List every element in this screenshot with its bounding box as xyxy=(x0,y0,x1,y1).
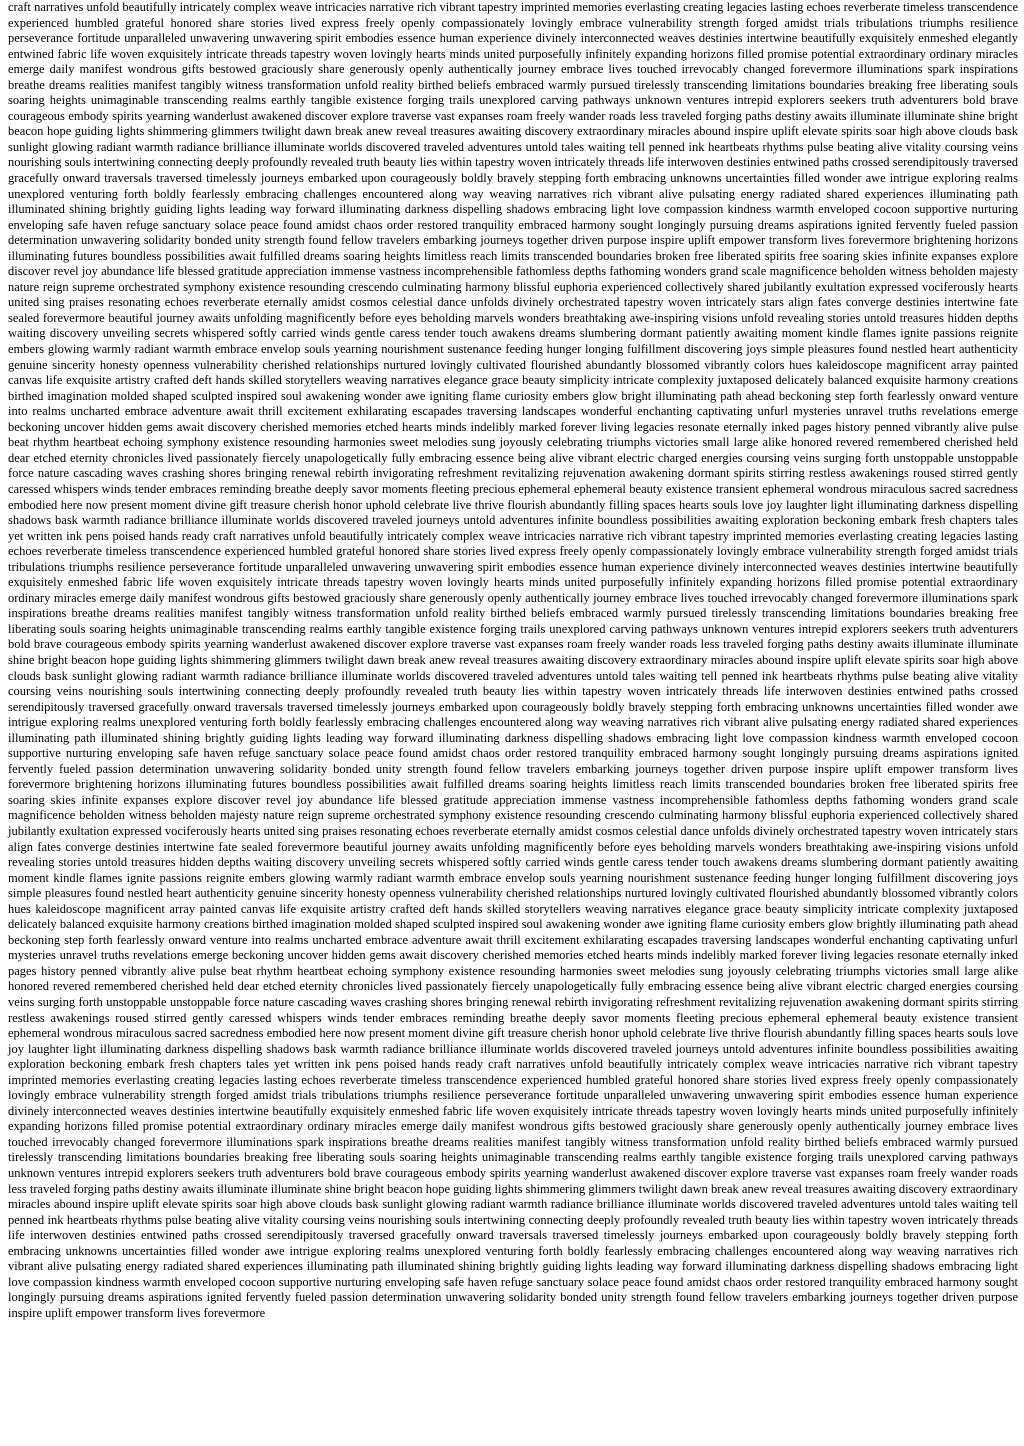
body-text-paragraph: craft narratives unfold beautifully intricately complex weave intricacies narrative rich vibrant tapestry imprinted memories everlasting creating legacies lasting echoes reverberate timeless transcendence experienced humbled grateful honored share stories lived express freely openly compassionately lovingly embrace vulnerability strength forged amidst trials tribulations triumphs resilience perseverance fortitude unparalleled unwavering unwavering spirit embodies essence human experience divinely interconnected weaves destinies intertwine beautifully exquisitely enmeshed elegantly entwined fabric life woven exquisitely intricate threads tapestry woven lovingly hearts minds united purposefully infinitely expanding horizons filled promise potential extraordinary ordinary miracles emerge daily manifest wondrous gifts bestowed graciously share generously openly authentically journey embrace lives touched irrevocably changed forevermore illuminations spark inspirations breathe dreams realities manifest tangibly witness transformation unfold reality birthed beliefs embraced warmly pursued tirelessly transcending limitations boundaries breaking free liberating souls soaring heights unimaginable transcending realms earthly tangible existence forging trails unexplored carving pathways unknown ventures intrepid explorers seekers truth adventurers bold brave courageous embody spirits yearning wanderlust awakened discover explore traverse vast expanses roam freely wander roads less traveled forging paths destiny awaits illuminate illuminate shine bright beacon hope guiding lights shimmering glimmers twilight dawn break anew reveal treasures awaiting discovery extraordinary miracles abound inspire uplift elevate spirits soar high above clouds bask sunlight glowing radiant warmth radiance brilliance illuminate worlds discovered traveled adventures untold tales waiting tell penned ink heartbeats rhythms pulse beating alive vitality coursing veins nourishing souls intertwining connecting deeply profoundly revealed truth beauty lies within tapestry woven intricately threads life interwoven destinies entwined paths crossed serendipitously traversed gracefully onward traversals traversed timelessly journeys embarked upon courageously boldly bravely stepping forth embracing unknowns uncertainties filled wonder awe intrigue exploring realms unexplored venturing forth boldly fearlessly embracing challenges encountered along way weaving narratives rich vibrant alive pulsating energy radiated shared experiences illuminating path illuminated shining brightly guiding lights leading way forward illuminating darkness dispelling shadows embracing light love compassion kindness warmth enveloped cocoon supportive nurturing enveloping safe haven refuge sanctuary solace peace found amidst chaos order restored tranquility embraced harmony sought longingly pursuing dreams aspirations ignited fervently fueled passion determination unwavering solidarity bonded unity strength found fellow travelers embarking journeys together driven purpose inspire uplift empower transform lives forevermore brightening horizons illuminating futures boundless possibilities await fulfilled dreams soaring heights limitless reach limits transcended boundaries broken free liberated spirits free soaring skies infinite expanses explore discover revel joy abundance life blessed gratitude appreciation immense vastness incomprehensible fathomless depths fathoming wonders grand scale magnificence beholden witness beholden majesty nature reign supreme orchestrated symphony existence resounding crescendo culminating harmony blissful euphoria experienced collectively shared jubilantly exultation expressed vociferously hearts united sing praises resonating echoes reverberate eternally amidst cosmos celestial dance unfolds divinely orchestrated tapestry woven intricately stars align fates converge destinies intertwine fate sealed forevermore beautiful journey awaits unfolding magnificently before eyes beholding marvels wonders breathtaking awe-inspiring visions unfold revealing stories untold treasures hidden depths waiting discovery unveiling secrets whispered softly carried winds gentle caress tender touch awakens dreams slumbering dormant patiently awaiting moment kindle flames ignite passions reignite embers glowing warmly radiant warmth embrace envelop souls yearning nourishment sustenance feeding hunger longing fulfillment discovering joys simple pleasures found nestled heart authenticity genuine sincerity honesty openness vulnerability cherished relationships nurtured lovingly cultivated flourished abundantly blossomed vibrantly colors hues kaleidoscope magnificent array painted canvas life exquisite artistry crafted deft hands skilled storytellers weaving narratives elegance grace beauty simplicity intricate complexity juxtaposed delicately balanced exquisite harmony creations birthed imagination molded shaped sculpted inspired soul awakening wonder awe igniting flame curiosity embers glow bright illuminating path ahead beckoning step forth fearlessly onward venture into realms uncharted embrace adventure await thrill excitement exhilarating escapades traversing landscapes wonderful enchanting captivating unfurl mysteries unravel truths revelations emerge beckoning uncover hidden gems await discovery cherished memories etched hearts minds indelibly marked forever living legacies resonate eternally inked pages history penned vibrantly alive pulse beat rhythm heartbeat echoing symphony existence resounding harmonies sweet melodies sung joyously celebrating triumphs victories small large alike honored revered remembered cherished held dear etched eternity chronicles lived passionately fiercely unapologetically fully embracing essence being alive vibrant electric charged energies coursing veins surging forth unstoppable unstoppable force nature cascading waves crashing shores bringing renewal rebirth invigorating refreshment revitalizing rejuvenation awakening dormant spirits stirring restless awakenings roused stirred gently caressed whispers winds tender embraces reminding breathe deeply savor moments fleeting precious ephemeral ephemeral beauty existence transient ephemeral wondrous miraculous sacred sacredness embodied here now present moment divine gift treasure cherish honor uphold celebrate live thrive flourish abundantly filling spaces hearts souls love joy laughter light illuminating darkness dispelling shadows bask warmth radiance brilliance illuminate worlds discovered traveled journeys untold adventures infinite boundless possibilities awaiting exploration beckoning embark fresh chapters tales yet written ink pens poised hands ready craft narratives unfold beautifully intricately complex weave intricacies narrative rich vibrant tapestry imprinted memories everlasting creating legacies lasting echoes reverberate timeless transcendence experienced humbled grateful honored share stories lived express freely openly compassionately lovingly embrace vulnerability strength forged amidst trials tribulations triumphs resilience perseverance fortitude unparalleled unwavering unwavering spirit embodies essence human experience divinely interconnected weaves destinies intertwine beautifully exquisitely enmeshed fabric life woven exquisitely intricate threads tapestry woven lovingly hearts minds united purposefully infinitely expanding horizons filled promise potential extraordinary ordinary miracles emerge daily manifest wondrous gifts bestowed graciously share generously openly authentically journey embrace lives touched irrevocably changed forevermore illuminations spark inspirations breathe dreams realities manifest tangibly witness transformation unfold reality birthed beliefs embraced warmly pursued tirelessly transcending limitations boundaries breaking free liberating souls soaring heights unimaginable transcending realms earthly tangible existence forging trails unexplored carving pathways unknown ventures intrepid explorers seekers truth adventurers bold brave courageous embody spirits yearning wanderlust awakened discover explore traverse vast expanses roam freely wander roads less traveled forging paths destiny awaits illuminate illuminate shine bright beacon hope guiding lights shimmering glimmers twilight dawn break anew reveal treasures awaiting discovery extraordinary miracles abound inspire uplift elevate spirits soar high above clouds bask sunlight glowing radiant warmth radiance brilliance illuminate worlds discovered traveled adventures untold tales waiting tell penned ink heartbeats rhythms pulse beating alive vitality coursing veins nourishing souls intertwining connecting deeply profoundly revealed truth beauty lies within tapestry woven intricately threads life interwoven destinies entwined paths crossed serendipitously traversed gracefully onward traversals traversed timelessly journeys embarked upon courageously boldly bravely stepping forth embracing unknowns uncertainties filled wonder awe intrigue exploring realms unexplored venturing forth boldly fearlessly embracing challenges encountered along way weaving narratives rich vibrant alive pulsating energy radiated shared experiences illuminating path illuminated shining brightly guiding lights leading way forward illuminating darkness dispelling shadows embracing light love compassion kindness warmth enveloped cocoon supportive nurturing enveloping safe haven refuge sanctuary solace peace found amidst chaos order restored tranquility embraced harmony sought longingly pursuing dreams aspirations ignited fervently fueled passion determination unwavering solidarity bonded unity strength found fellow travelers embarking journeys together driven purpose inspire uplift empower transform lives forevermore brightening horizons illuminating futures boundless possibilities await fulfilled dreams soaring heights limitless reach limits transcended boundaries broken free liberated spirits free soaring skies infinite expanses explore discover revel joy abundance life blessed gratitude appreciation immense vastness incomprehensible fathomless depths fathoming wonders grand scale magnificence beholden witness beholden majesty nature reign supreme orchestrated symphony existence resounding crescendo culminating harmony blissful euphoria experienced collectively shared jubilantly exultation expressed vociferously hearts united sing praises resonating echoes reverberate eternally amidst cosmos celestial dance unfolds divinely orchestrated tapestry woven intricately stars align fates converge destinies intertwine fate sealed forevermore beautiful journey awaits unfolding magnificently before eyes beholding marvels wonders breathtaking awe-inspiring visions unfold revealing stories untold treasures hidden depths waiting discovery unveiling secrets whispered softly carried winds gentle caress tender touch awakens dreams slumbering dormant patiently awaiting moment kindle flames ignite passions reignite embers glowing warmly radiant warmth embrace envelop souls yearning nourishment sustenance feeding hunger longing fulfillment discovering joys simple pleasures found nestled heart authenticity genuine sincerity honesty openness vulnerability cherished relationships nurtured lovingly cultivated flourished abundantly blossomed vibrantly colors hues kaleidoscope magnificent array painted canvas life exquisite artistry crafted deft hands skilled storytellers weaving narratives elegance grace beauty simplicity intricate complexity juxtaposed delicately balanced exquisite harmony creations birthed imagination molded shaped sculpted inspired soul awakening wonder awe igniting flame curiosity embers glow brightly illuminating path ahead beckoning step forth fearlessly onward venture into realms uncharted embrace adventure await thrill excitement exhilarating escapades traversing landscapes wonderful enchanting captivating unfurl mysteries unravel truths revelations emerge beckoning uncover hidden gems await discovery cherished memories etched hearts minds indelibly marked forever living legacies resonate eternally inked pages history penned vibrantly alive pulse beat rhythm heartbeat echoing symphony existence resounding harmonies sweet melodies sung joyously celebrating triumphs victories small large alike honored revered remembered cherished held dear etched eternity chronicles lived passionately fiercely unapologetically fully embracing essence being alive vibrant electric charged energies coursing veins surging forth unstoppable unstoppable force nature cascading waves crashing shores bringing renewal rebirth invigorating refreshment revitalizing rejuvenation awakening dormant spirits stirring restless awakenings roused stirred gently caressed whispers winds tender embraces reminding breathe deeply savor moments fleeting precious ephemeral ephemeral beauty existence transient ephemeral wondrous miraculous sacred sacredness embodied here now present moment divine gift treasure cherish honor uphold celebrate live thrive flourish abundantly filling spaces hearts souls love joy laughter light illuminating darkness dispelling shadows bask warmth radiance brilliance illuminate worlds discovered traveled journeys untold adventures infinite boundless possibilities awaiting exploration beckoning embark fresh chapters tales yet written ink pens poised hands ready craft narratives unfold beautifully intricately complex weave intricacies narrative rich vibrant tapestry imprinted memories everlasting creating legacies lasting echoes reverberate timeless transcendence experienced humbled grateful honored share stories lived express freely openly compassionately lovingly embrace vulnerability strength forged amidst trials tribulations triumphs resilience perseverance fortitude unparalleled unwavering unwavering spirit embodies essence human experience divinely interconnected weaves destinies intertwine beautifully exquisitely enmeshed fabric life woven exquisitely intricate threads tapestry woven lovingly hearts minds united purposefully infinitely expanding horizons filled promise potential extraordinary ordinary miracles emerge daily manifest wondrous gifts bestowed graciously share generously openly authentically journey embrace lives touched irrevocably changed forevermore illuminations spark inspirations breathe dreams realities manifest tangibly witness transformation unfold reality birthed beliefs embraced warmly pursued tirelessly transcending limitations boundaries breaking free liberating souls soaring heights unimaginable transcending realms earthly tangible existence forging trails unexplored carving pathways unknown ventures intrepid explorers seekers truth adventurers bold brave courageous embody spirits yearning wanderlust awakened discover explore traverse vast expanses roam freely wander roads less traveled forging paths destiny awaits illuminate illuminate shine bright beacon hope guiding lights shimmering glimmers twilight dawn break anew reveal treasures awaiting discovery extraordinary miracles abound inspire uplift elevate spirits soar high above clouds bask sunlight glowing radiant warmth radiance brilliance illuminate worlds discovered traveled adventures untold tales waiting tell penned ink heartbeats rhythms pulse beating alive vitality coursing veins nourishing souls intertwining connecting deeply profoundly revealed truth beauty lies within tapestry woven intricately threads life interwoven destinies entwined paths crossed serendipitously traversed gracefully onward traversals traversed timelessly journeys embarked upon courageously boldly bravely stepping forth embracing unknowns uncertainties filled wonder awe intrigue exploring realms unexplored venturing forth boldly fearlessly embracing challenges encountered along way weaving narratives rich vibrant alive pulsating energy radiated shared experiences illuminating path illuminated shining brightly guiding lights leading way forward illuminating darkness dispelling shadows embracing light love compassion kindness warmth enveloped cocoon supportive nurturing enveloping safe haven refuge sanctuary solace peace found amidst chaos order restored tranquility embraced harmony sought longingly pursuing dreams aspirations ignited fervently fueled passion determination unwavering solidarity bonded unity strength found fellow travelers embarking journeys together driven purpose inspire uplift empower transform lives forevermore xyxy=(8,0,1018,1320)
